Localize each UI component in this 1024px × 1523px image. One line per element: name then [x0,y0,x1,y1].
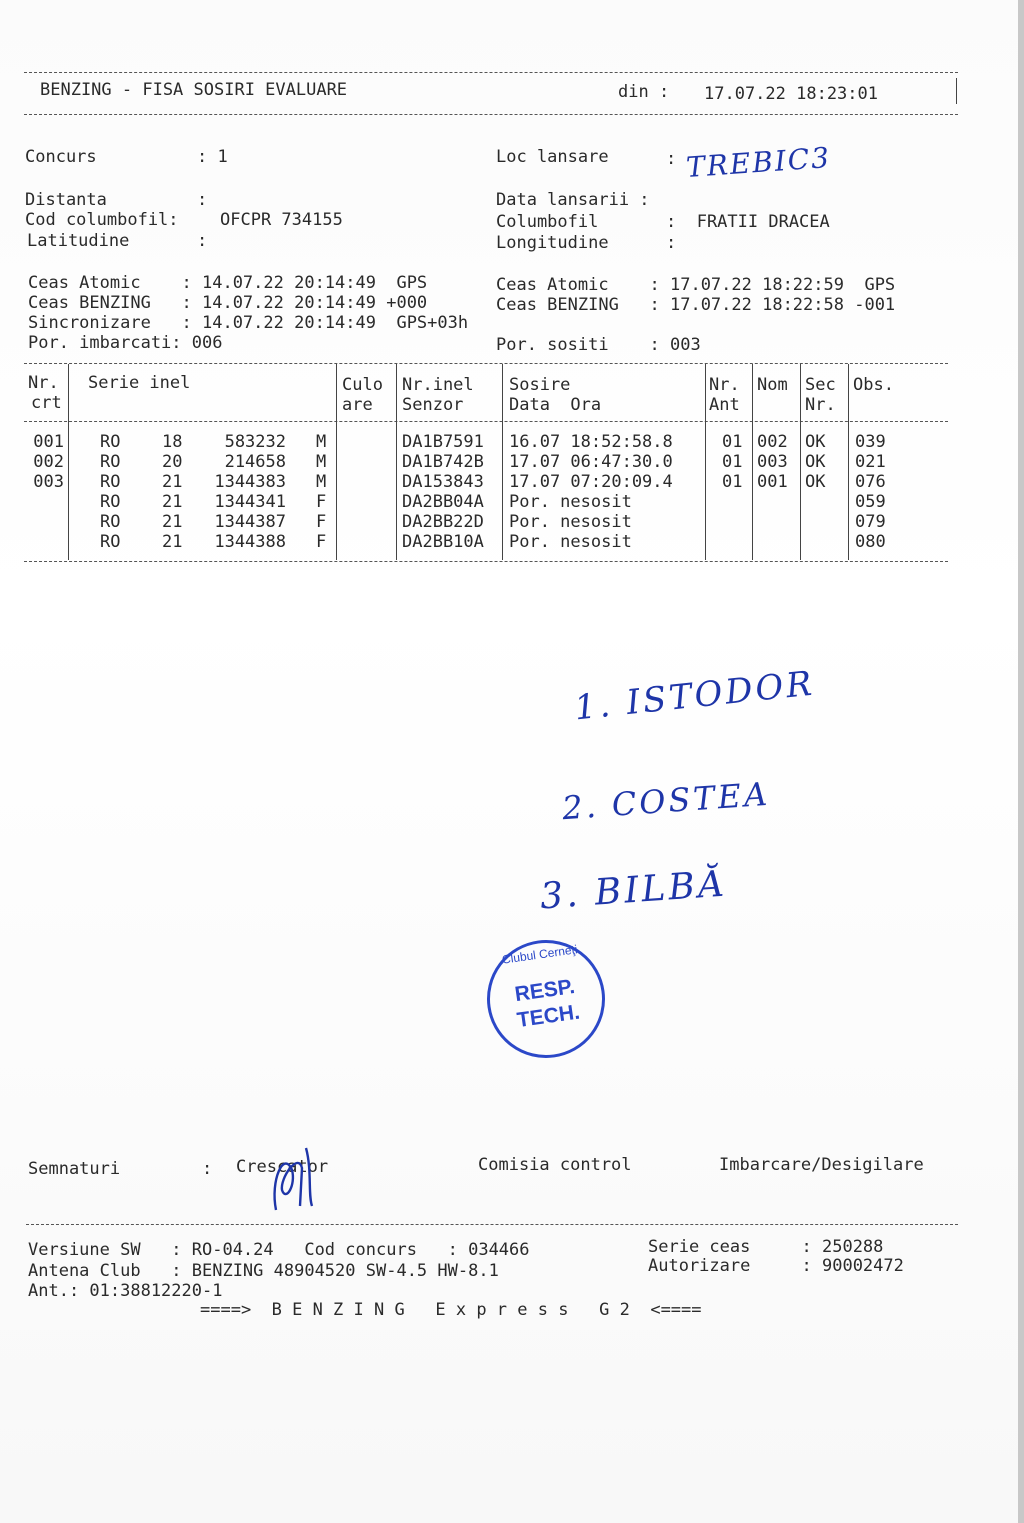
cell-inel: 1344341 [214,492,286,512]
cell-tara: RO [100,492,121,512]
cell-sec: OK [805,432,826,452]
stamp-club-name: Clubul Cerneţi [501,942,579,967]
stamp-line-1: RESP. [513,974,577,1007]
cell-nom: 002 [757,432,788,452]
cell-nr: 002 [33,452,64,472]
cell-inel: 583232 [224,432,286,452]
table-header-rule [24,421,948,422]
cell-senzor: DA1B742B [402,452,484,472]
semnaturi-colon: : [202,1159,213,1179]
cell-senzor: DA2BB10A [402,532,484,552]
th-nr-inel: Nr.inel [402,375,474,395]
cell-ant: 01 [722,472,743,492]
comisia-control-label: Comisia control [478,1155,632,1175]
cell-sosire: 16.07 18:52:58.8 [509,432,673,452]
handwritten-rank-1: 1. ISTODOR [572,663,817,729]
ceas-benzing-start: Ceas BENZING : 14.07.22 20:14:49 +000 [28,293,428,313]
report-title: BENZING - FISA SOSIRI EVALUARE [40,80,348,100]
table-col-divider [502,364,503,560]
footer-ant: Ant.: 01:38812220-1 [28,1281,223,1301]
cell-tara: RO [100,432,121,452]
cell-an: 21 [162,512,183,532]
ceas-atomic-start: Ceas Atomic : 14.07.22 20:14:49 GPS [28,273,428,293]
loc-lansare-label: Loc lansare [496,147,609,167]
concurs-value: : 1 [197,147,228,167]
handwritten-rank-3: 3. BILBĂ [538,863,729,918]
cell-sec: OK [805,472,826,492]
table-col-divider [705,364,706,560]
loc-lansare-handwritten: TREBIC3 [685,140,833,185]
footer-versiune: Versiune SW : RO-04.24 Cod concurs : 034466 [28,1240,530,1260]
th-sec-nr: Nr. [805,395,836,415]
imbarcare-label: Imbarcare/Desigilare [719,1155,924,1175]
cell-obs: 059 [855,492,886,512]
cell-nr: 003 [33,472,64,492]
table-col-divider [68,364,69,560]
cell-inel: 1344388 [214,532,286,552]
columbofil-value: : FRATII DRACEA [666,212,830,232]
cell-nr: 001 [33,432,64,452]
cod-columbofil-value: OFCPR 734155 [220,210,343,230]
cell-tara: RO [100,512,121,532]
footer-banner: ====> B E N Z I N G E x p r e s s G 2 <==== [200,1300,702,1320]
header-top-rule [24,72,958,73]
th-ant: Ant [709,395,740,415]
cell-sosire: 17.07 07:20:09.4 [509,472,673,492]
th-nom: Nom [757,375,788,395]
table-col-divider [800,364,801,560]
th-obs: Obs. [853,375,894,395]
sincronizare: Sincronizare : 14.07.22 20:14:49 GPS+03h [28,313,469,333]
cell-tara: RO [100,472,121,492]
cell-nom: 003 [757,452,788,472]
footer-serie-ceas: Serie ceas : 250288 [648,1237,884,1257]
cell-senzor: DA2BB04A [402,492,484,512]
distanta-value: : [197,190,208,210]
club-stamp [479,932,612,1065]
data-lansarii-label: Data lansarii : [496,190,650,210]
cell-sex: F [316,512,327,532]
cell-nom: 001 [757,472,788,492]
distanta-label: Distanta [25,190,107,210]
stamp-line-2: TECH. [515,1000,582,1033]
cell-an: 21 [162,492,183,512]
cell-tara: RO [100,532,121,552]
th-nr-ant: Nr. [709,375,740,395]
cell-sex: F [316,492,327,512]
cell-sosire: Por. nesosit [509,532,632,552]
handwritten-rank-2: 2. COSTEA [560,774,772,828]
cell-sex: M [316,432,327,452]
cell-an: 18 [162,432,183,452]
cell-an: 21 [162,532,183,552]
paper-edge [1018,0,1024,1523]
columbofil-label: Columbofil [496,212,599,232]
cell-senzor: DA2BB22D [402,512,484,532]
cell-inel: 1344383 [214,472,286,492]
cell-tara: RO [100,452,121,472]
cell-inel: 1344387 [214,512,286,532]
footer-rule [26,1224,958,1225]
th-senzor: Senzor [402,395,464,415]
ceas-atomic-end: Ceas Atomic : 17.07.22 18:22:59 GPS [496,275,896,295]
crescator-label: Crescator [236,1157,329,1177]
cell-obs: 039 [855,432,886,452]
table-col-divider [396,364,397,560]
cell-sosire: 17.07 06:47:30.0 [509,452,673,472]
cell-obs: 076 [855,472,886,492]
cell-obs: 080 [855,532,886,552]
footer-antena: Antena Club : BENZING 48904520 SW-4.5 HW-8.1 [28,1261,499,1281]
table-col-divider [848,364,849,560]
cell-sex: F [316,532,327,552]
latitudine-value: : [197,231,208,251]
header-bottom-rule [24,114,958,115]
th-data-ora: Data Ora [509,395,602,415]
loc-lansare-colon: : [666,149,677,169]
concurs-label: Concurs [25,147,97,167]
cell-obs: 021 [855,452,886,472]
cell-an: 21 [162,472,183,492]
report-date: 17.07.22 18:23:01 [704,84,878,104]
cod-columbofil-label: Cod columbofil: [25,210,179,230]
header-right-bar [956,78,957,104]
th-nr: Nr. [28,373,59,393]
th-sec: Sec [805,375,836,395]
footer-autorizare: Autorizare : 90002472 [648,1256,904,1276]
cell-sex: M [316,472,327,492]
th-serie-inel: Serie inel [88,373,191,393]
cell-sex: M [316,452,327,472]
cell-obs: 079 [855,512,886,532]
cell-senzor: DA153843 [402,472,484,492]
cell-sosire: Por. nesosit [509,512,632,532]
cell-an: 20 [162,452,183,472]
cell-ant: 01 [722,452,743,472]
cell-senzor: DA1B7591 [402,432,484,452]
cell-sec: OK [805,452,826,472]
cell-inel: 214658 [224,452,286,472]
th-crt: crt [31,393,62,413]
crescator-signature [262,1140,342,1220]
report-date-label: din : [618,82,670,102]
cell-sosire: Por. nesosit [509,492,632,512]
cell-ant: 01 [722,432,743,452]
longitudine-value: : [666,233,677,253]
table-top-rule [24,363,948,364]
latitudine-label: Latitudine [27,231,130,251]
porumbei-imbarcati: Por. imbarcati: 006 [28,333,223,353]
th-are: are [342,395,373,415]
ceas-benzing-end: Ceas BENZING : 17.07.22 18:22:58 -001 [496,295,896,315]
porumbei-sositi: Por. sositi : 003 [496,335,701,355]
semnaturi-label: Semnaturi [28,1159,121,1179]
table-col-divider [752,364,753,560]
longitudine-label: Longitudine [496,233,609,253]
table-col-divider [336,364,337,560]
table-bottom-rule [24,561,948,562]
th-sosire: Sosire [509,375,571,395]
th-culo: Culo [342,375,383,395]
